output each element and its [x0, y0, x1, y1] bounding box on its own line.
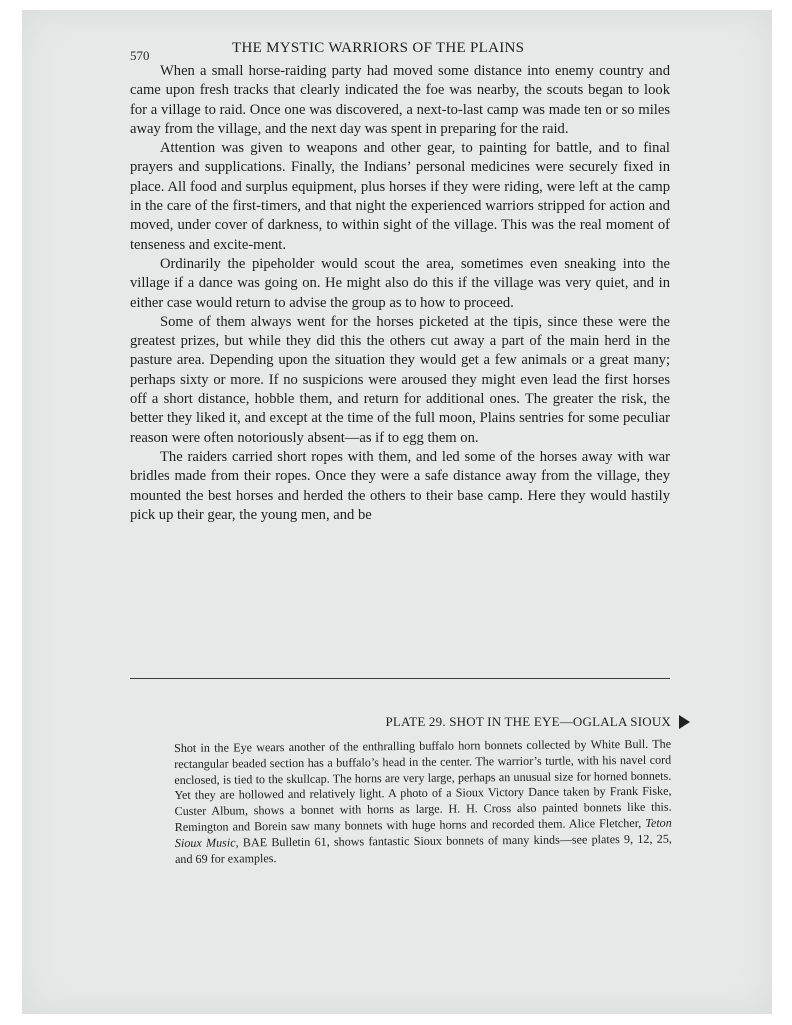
- plate-heading: [385, 714, 690, 730]
- running-head: THE MYSTIC WARRIORS OF THE PLAINS: [232, 40, 525, 56]
- paragraph: Ordinarily the pipeholder would scout the area, sometimes even sneaking into the village if a dance was going on. He might also do this if the village was very quiet, and in either case would return to advise the group as to how to proceed.: [130, 255, 670, 311]
- caption-book-title: Teton Sioux Music,: [174, 815, 672, 850]
- paragraph: The raiders carried short ropes with them, and led some of the horses away with war bridles made from their ropes. Once they were a safe distance away from the village, they mounted the best horses and herded the others to their base camp. Here they would hastily pick up their gear, the young men, and be: [130, 448, 670, 523]
- plate-caption: [174, 737, 672, 868]
- paragraph: Attention was given to weapons and other gear, to painting for battle, and to final prayers and supplications. Finally, the Indians’ personal medicines were securely fixed in place. All food and surplus equipment, plus horses if they were riding, were left at the camp in the care of the first-timers, and that night the experienced warriors stripped for action and moved, under cover of darkness, to within sight of the village. This was the real moment of tenseness and excite-ment.: [130, 140, 670, 253]
- right-arrow-icon: [679, 715, 690, 729]
- book-page: [22, 10, 772, 1014]
- paragraph: Some of them always went for the horses picketed at the tipis, since these were the greatest prizes, but while they did this the others cut away a part of the main herd in the pasture area. Depending upon the situation they would get a few animals or a great many; perhaps sixty or more. If no suspicions were aroused they might even lead the first horses off a short distance, hobble them, and return for additional ones. The greater the risk, the better they liked it, and except at the time of the full moon, Plains sentries for some peculiar reason were often notoriously absent—as if to egg them on.: [130, 313, 670, 446]
- plate-title: PLATE 29. SHOT IN THE EYE—OGLALA SIOUX: [385, 714, 671, 729]
- caption-text: Shot in the Eye wears another of the enthralling buffalo horn bonnets collected by White Bull. The rectangular beaded section has a buffalo’s head in the center. The warrior’s turtle, with his navel cord enclosed, is tied to the skullcap. The horns are very large, perhaps an unusual size for horned bonnets. Yet they are hollowed and relatively light. A photo of a Sioux Victory Dance taken by Frank Fiske, Custer Album, shows a bonnet with horns as large. H. H. Cross also painted bonnets like this. Remington and Borein saw many bonnets with huge horns and recorded them. Alice Fletcher,: [174, 736, 672, 834]
- horizontal-rule: [130, 678, 670, 679]
- page-number: 570: [130, 48, 150, 63]
- paragraph: When a small horse-raiding party had moved some distance into enemy country and came upon fresh tracks that clearly indicated the foe was nearby, the scouts began to look for a village to raid. Once one was discovered, a next-to-last camp was made ten or so miles away from the village, and the next day was spent in preparing for the raid.: [130, 63, 670, 137]
- caption-text-end: BAE Bulletin 61, shows fantastic Sioux bonnets of many kinds—see plates 9, 12, 25, and 69 for examples.: [174, 831, 672, 866]
- body-text: [130, 62, 670, 525]
